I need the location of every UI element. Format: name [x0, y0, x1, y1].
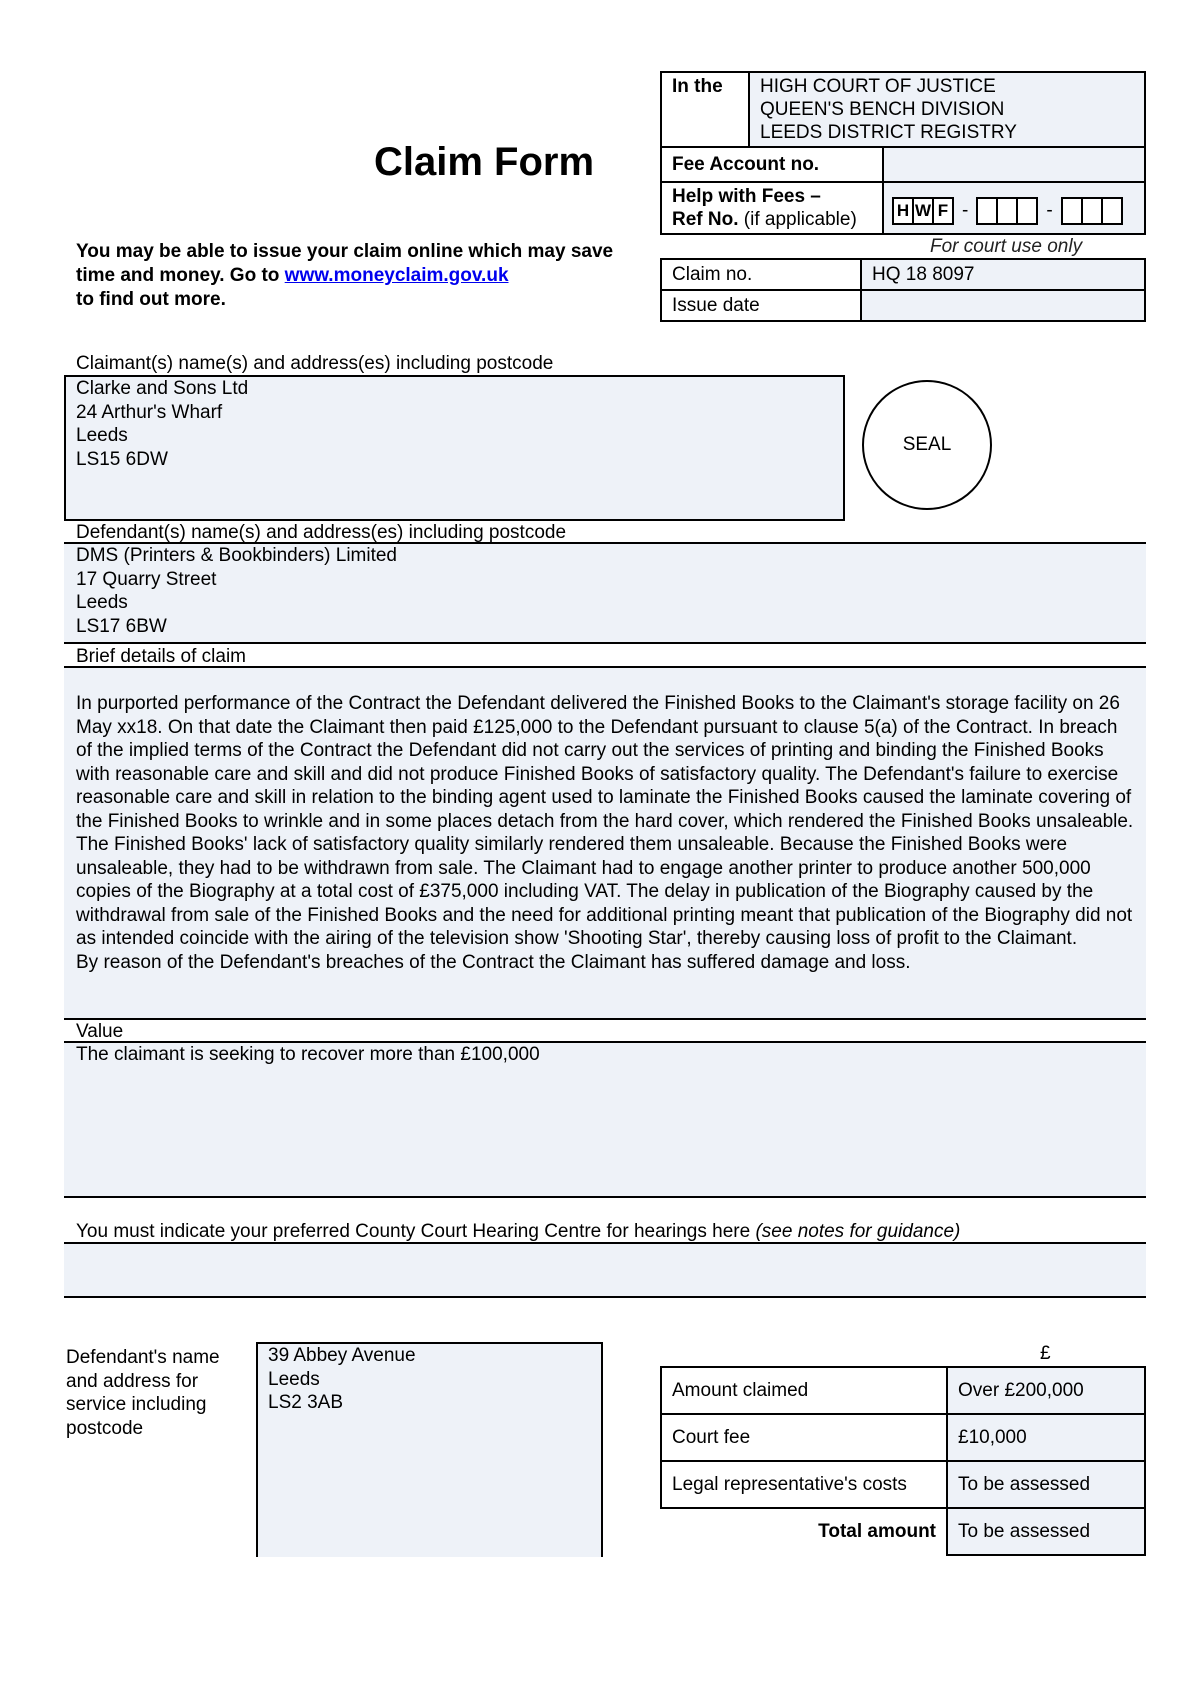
defendant-field[interactable]	[64, 544, 1146, 642]
claim-no-label: Claim no.	[661, 259, 861, 290]
claimant-field[interactable]	[64, 375, 845, 521]
currency-symbol: £	[1040, 1343, 1051, 1364]
hwf-dash: -	[962, 200, 969, 221]
total-label: Total amount	[818, 1521, 936, 1542]
service-address-line: LS2 3AB	[268, 1392, 343, 1413]
fee-account-field[interactable]	[883, 147, 1145, 182]
defendant-label: Defendant(s) name(s) and address(es) including postcode	[76, 522, 567, 543]
hwf-ref-field[interactable]	[883, 182, 1145, 234]
value-field[interactable]	[64, 1043, 1146, 1196]
hwf-dash: -	[1046, 200, 1053, 221]
brief-details-label: Brief details of claim	[76, 646, 247, 667]
claimant-line: Leeds	[76, 425, 128, 446]
hwf-digit-box[interactable]	[1101, 197, 1123, 225]
claimant-line: Clarke and Sons Ltd	[76, 378, 249, 399]
divider	[64, 642, 1146, 644]
amount-label: Court fee	[661, 1414, 947, 1461]
amount-value[interactable]: Over £200,000	[947, 1367, 1145, 1414]
value-label: Value	[76, 1021, 124, 1042]
divider	[64, 1296, 1146, 1298]
defendant-line: LS17 6BW	[76, 615, 167, 637]
divider	[64, 1196, 1146, 1198]
service-address-line: 39 Abbey Avenue	[268, 1345, 416, 1366]
court-line: QUEEN'S BENCH DIVISION	[760, 99, 1005, 120]
hwf-letter: F	[932, 197, 954, 225]
defendant-line: DMS (Printers & Bookbinders) Limited	[76, 545, 397, 566]
hwf-digit-box[interactable]	[1061, 197, 1083, 225]
form-title: Claim Form	[374, 140, 595, 184]
brief-details-text: In purported performance of the Contract the Defendant delivered the Finished Books to the Claimant's storage facility on 26 May xx18. On that date the Claimant then paid £125,000 to the Defendant pursuant to clause 5(a) of the Contract. In breach of the implied terms of the Contract the Defendant did not carry out the services of printing and binding the Finished Books with reasonable care and skill and did not produce Finished Books of satisfactory quality. The Defendant's failure to exercise reasonable care and skill in relation to the binding agent used to laminate the Finished Books caused the laminate covering of the Finished Books to wrinkle and in some places detach from the hard cover, which rendered the Finished Books unsaleable. The Finished Books' lack of satisfactory quality similarly rendered them unsaleable. Because the Finished Books were unsaleable, they had to be withdrawn from sale. The Claimant had to engage another printer to produce another 500,000 copies of the Biography at a total cost of £375,000 including VAT. The delay in publication of the Biography caused by the withdrawal from sale of the Finished Books and the need for additional printing meant that publication of the Biography did not as intended coincide with the airing of the television show 'Shooting Star', thereby causing loss of profit to the Claimant. By reason of the Defendant's breaches of the Contract the Claimant has suffered damage and loss.	[76, 693, 1134, 973]
seal-label: SEAL	[902, 434, 952, 455]
service-address-field[interactable]	[256, 1342, 603, 1557]
issue-date-field[interactable]	[861, 290, 1145, 321]
issue-date-label: Issue date	[661, 290, 861, 321]
hwf-digit-box[interactable]	[1081, 197, 1103, 225]
claimant-line: 24 Arthur's Wharf	[76, 401, 223, 423]
fee-account-label: Fee Account no.	[661, 147, 883, 182]
hwf-letter: W	[912, 197, 934, 225]
divider	[64, 1018, 1146, 1020]
amounts-table	[660, 1366, 1146, 1556]
total-row	[661, 1508, 1145, 1555]
hwf-digit-box[interactable]	[1016, 197, 1038, 225]
court-seal	[862, 380, 992, 510]
value-text: The claimant is seeking to recover more than £100,000	[76, 1044, 540, 1065]
hwf-digit-box[interactable]	[996, 197, 1018, 225]
court-use-table	[660, 258, 1146, 322]
defendant-line: Leeds	[76, 592, 128, 613]
moneyclaim-link[interactable]: www.moneyclaim.gov.uk	[284, 265, 509, 286]
claimant-line: LS15 6DW	[76, 448, 168, 470]
amount-value[interactable]: £10,000	[947, 1414, 1145, 1461]
amount-row	[661, 1414, 1145, 1461]
amount-value[interactable]: To be assessed	[947, 1461, 1145, 1508]
hwf-digit-box[interactable]	[976, 197, 998, 225]
service-address-line: Leeds	[268, 1368, 320, 1390]
court-header-table	[660, 71, 1146, 235]
amount-label: Amount claimed	[661, 1367, 947, 1414]
court-line: HIGH COURT OF JUSTICE	[760, 76, 996, 97]
hwf-letter: H	[892, 197, 914, 225]
defendant-line: 17 Quarry Street	[76, 568, 217, 590]
amount-row	[661, 1367, 1145, 1414]
court-line: LEEDS DISTRICT REGISTRY	[760, 122, 1017, 143]
amount-row	[661, 1461, 1145, 1508]
hwf-label: Help with Fees – Ref No. (if applicable)	[661, 182, 883, 234]
hearing-centre-label: You must indicate your preferred County Court Hearing Centre for hearings here (see notes for guidance)	[76, 1221, 961, 1242]
claim-no-field[interactable]: HQ 18 8097	[861, 259, 1145, 290]
amount-label: Legal representative's costs	[661, 1461, 947, 1508]
total-value[interactable]: To be assessed	[947, 1508, 1145, 1555]
online-notice: You may be able to issue your claim online which may save time and money. Go to www.moneyclaim.gov.uk to find out more.	[76, 241, 614, 310]
in-the-label: In the	[661, 72, 749, 147]
service-address-label: Defendant's name and address for service including postcode	[66, 1347, 220, 1439]
claimant-label: Claimant(s) name(s) and address(es) including postcode	[76, 353, 554, 374]
hearing-centre-field[interactable]	[64, 1244, 1146, 1296]
court-name	[749, 72, 1145, 147]
court-use-only-label: For court use only	[930, 236, 1083, 257]
